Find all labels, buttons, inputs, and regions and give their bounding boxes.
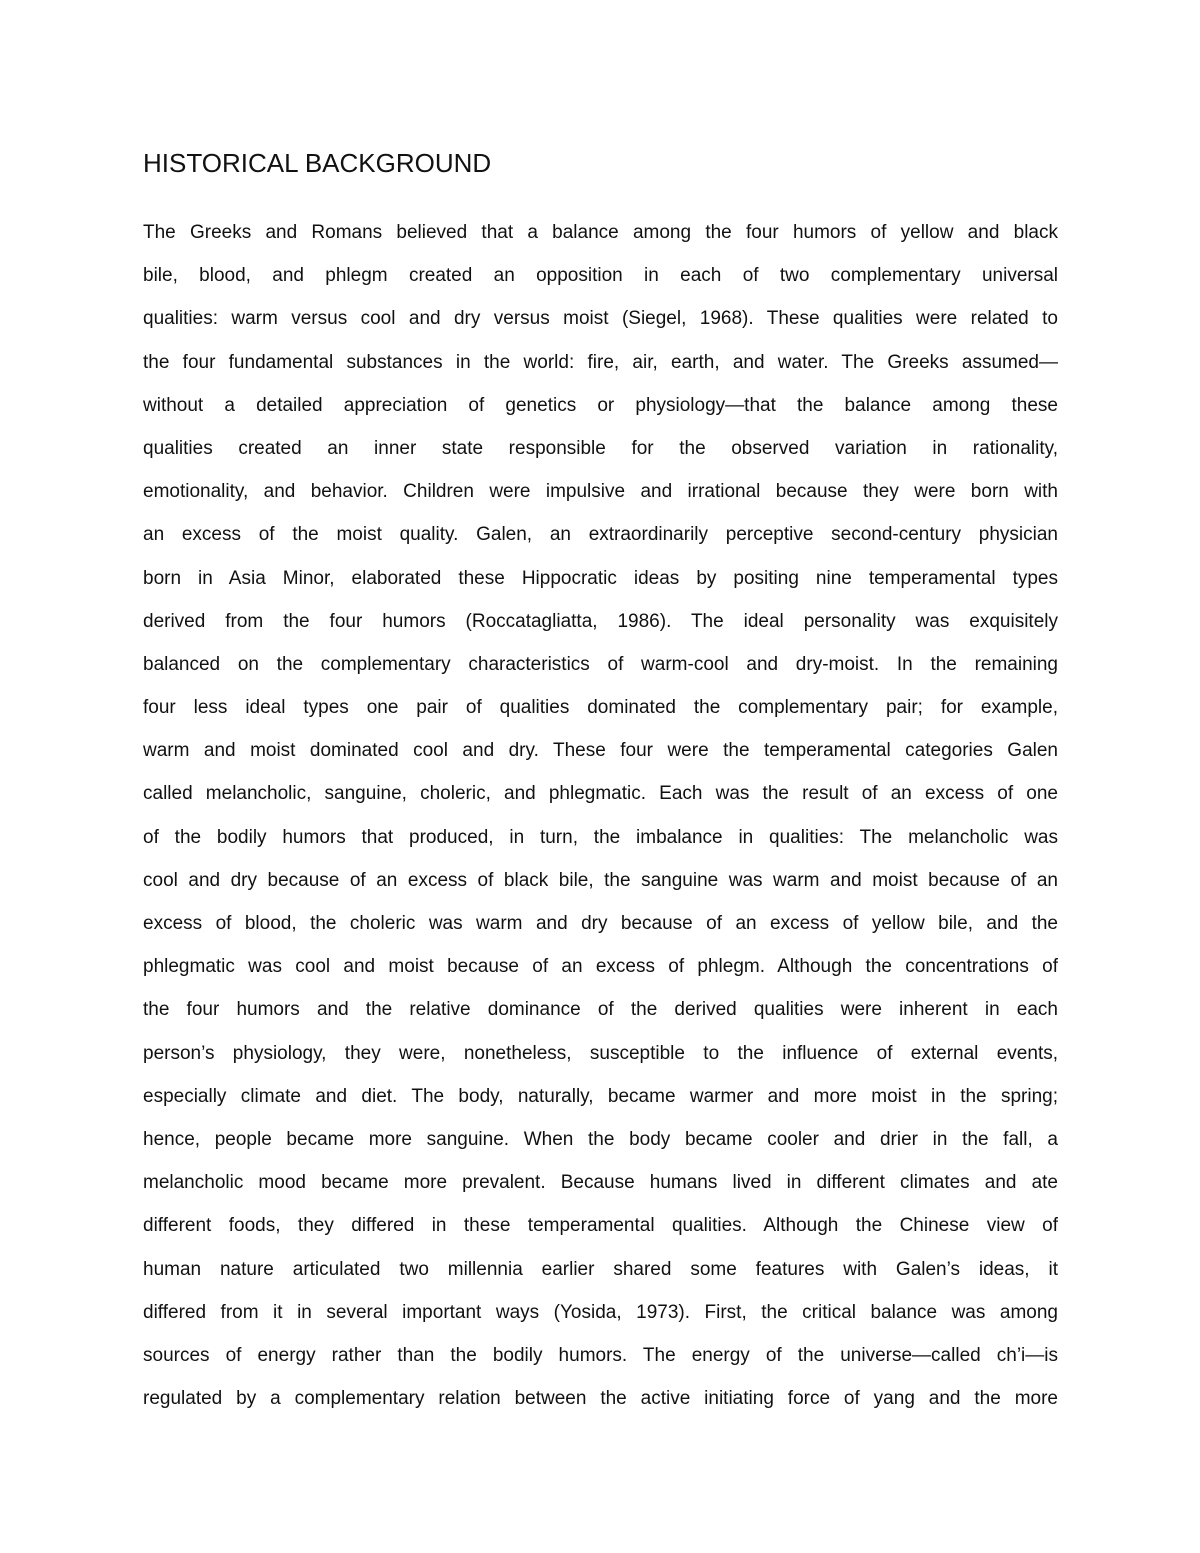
paragraph-line: the four humors and the relative dominance of the derived qualities were inherent in each bbox=[143, 999, 1058, 1021]
paragraph-line: balanced on the complementary characteristics of warm-cool and dry-moist. In the remaining bbox=[143, 653, 1058, 675]
paragraph-line: four less ideal types one pair of qualities dominated the complementary pair; for example, bbox=[143, 697, 1058, 719]
paragraph-line: The Greeks and Romans believed that a balance among the four humors of yellow and black bbox=[143, 222, 1058, 243]
paragraph-line: person’s physiology, they were, nonetheless, susceptible to the influence of external events, bbox=[143, 1042, 1058, 1064]
paragraph-line: emotionality, and behavior. Children were impulsive and irrational because they were born with bbox=[143, 481, 1058, 503]
section-heading: HISTORICAL BACKGROUND bbox=[143, 148, 492, 178]
paragraph-line: melancholic mood became more prevalent. Because humans lived in different climates and ate bbox=[143, 1172, 1058, 1194]
paragraph-line: without a detailed appreciation of genetics or physiology—that the balance among these bbox=[143, 394, 1058, 416]
paragraph-line: cool and dry because of an excess of black bile, the sanguine was warm and moist because of an bbox=[143, 869, 1058, 891]
paragraph-line: human nature articulated two millennia earlier shared some features with Galen’s ideas, it bbox=[143, 1258, 1058, 1280]
paragraph-line: excess of blood, the choleric was warm and dry because of an excess of yellow bile, and the bbox=[143, 913, 1058, 934]
paragraph-line: qualities: warm versus cool and dry versus moist (Siegel, 1968). These qualities were related to bbox=[143, 308, 1058, 330]
paragraph-line: differed from it in several important ways (Yosida, 1973). First, the critical balance was among bbox=[143, 1301, 1058, 1323]
paragraph-line: regulated by a complementary relation between the active initiating force of yang and the more bbox=[143, 1388, 1058, 1410]
body-paragraph bbox=[143, 211, 1058, 1420]
paragraph-line: hence, people became more sanguine. When the body became cooler and drier in the fall, a bbox=[143, 1128, 1058, 1150]
paragraph-line: sources of energy rather than the bodily humors. The energy of the universe—called ch’i—is bbox=[143, 1344, 1058, 1366]
paragraph-line: qualities created an inner state responsible for the observed variation in rationality, bbox=[143, 437, 1058, 459]
paragraph-line: different foods, they differed in these temperamental qualities. Although the Chinese view of bbox=[143, 1215, 1058, 1237]
paragraph-line: derived from the four humors (Roccatagliatta, 1986). The ideal personality was exquisitely bbox=[143, 610, 1058, 632]
paragraph-line: called melancholic, sanguine, choleric, and phlegmatic. Each was the result of an excess of one bbox=[143, 783, 1058, 805]
paragraph-line: an excess of the moist quality. Galen, an extraordinarily perceptive second-century physician bbox=[143, 524, 1058, 546]
paragraph-line: warm and moist dominated cool and dry. These four were the temperamental categories Galen bbox=[143, 740, 1058, 762]
paragraph-line: bile, blood, and phlegm created an opposition in each of two complementary universal bbox=[143, 265, 1058, 287]
paragraph-line: phlegmatic was cool and moist because of an excess of phlegm. Although the concentrations of bbox=[143, 956, 1058, 978]
paragraph-line: born in Asia Minor, elaborated these Hippocratic ideas by positing nine temperamental types bbox=[143, 567, 1058, 589]
paragraph-line: of the bodily humors that produced, in turn, the imbalance in qualities: The melancholic was bbox=[143, 826, 1058, 848]
paragraph-line: especially climate and diet. The body, naturally, became warmer and more moist in the spring; bbox=[143, 1085, 1058, 1107]
paragraph-line: the four fundamental substances in the world: fire, air, earth, and water. The Greeks assumed— bbox=[143, 351, 1058, 373]
